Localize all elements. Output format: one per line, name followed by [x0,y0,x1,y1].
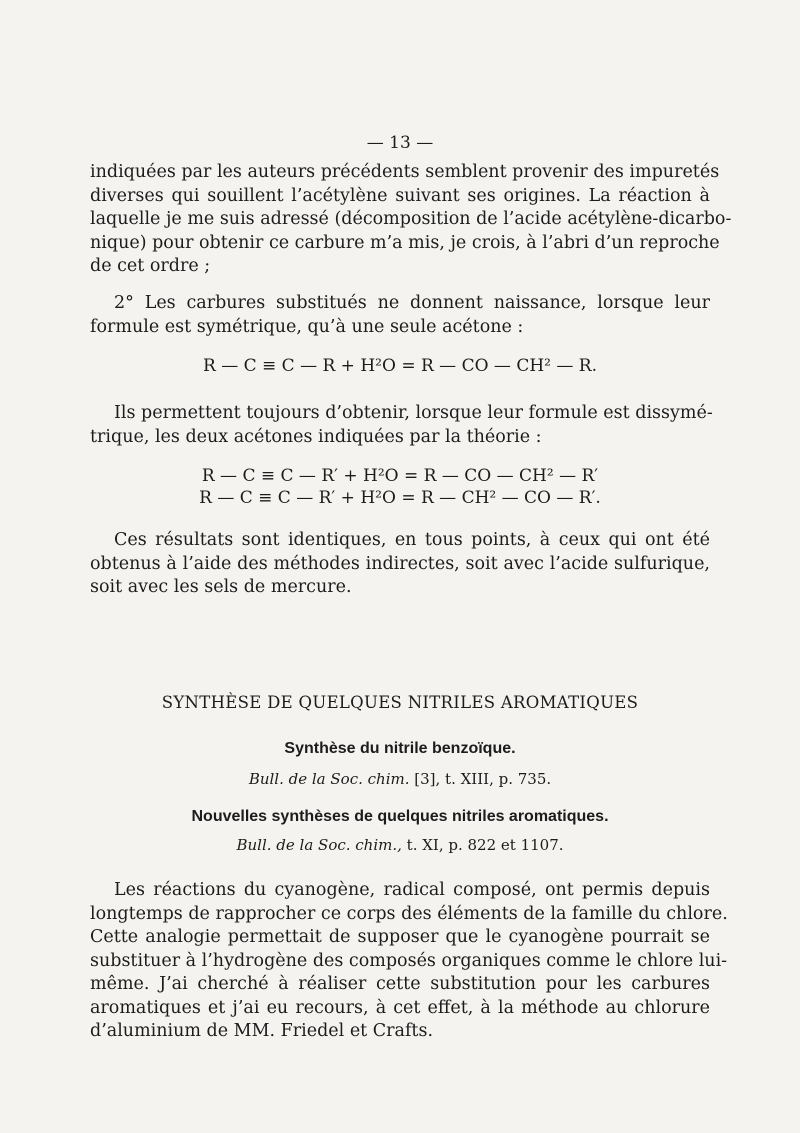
paragraph-3 [90,402,713,449]
reference-journal: Bull. de la Soc. chim. [248,770,410,788]
text-line: trique, les deux acétones indiquées par la théorie : [90,426,542,447]
page-number: — 13 — [366,133,434,153]
text-line: Les réactions du cyanogène, radical composé, ont permis depuis [114,880,710,900]
text-line: 2° Les carbures substitués ne donnent naissance, lorsque leur [114,293,710,313]
paragraph-5 [90,879,728,1044]
text-line: Ils permettent toujours d’obtenir, lorsque leur formule est dissymé- [114,403,713,423]
subheading-benzoic-nitrile: Synthèse du nitrile benzoïque. [284,740,516,757]
text-line: laquelle je me suis adressé (décomposition de l’acide acétylène-dicarbo- [90,209,732,229]
text-line: aromatiques et j’ai eu recours, à cet effet, à la méthode au chlorure [90,997,710,1018]
text-line: d’aluminium de MM. Friedel et Crafts. [90,1021,434,1041]
formula-dissymmetric-1: R — C ≡ C — R′ + H²O = R — CO — CH² — R′ [201,466,599,486]
paragraph-4 [90,529,710,600]
text-line: même. J’ai cherché à réaliser cette substitution pour les carbures [90,974,710,994]
paragraph-2 [90,292,710,339]
section-title: SYNTHÈSE DE QUELQUES NITRILES AROMATIQUES [161,693,639,712]
formula-dissymmetric-2: R — C ≡ C — R′ + H²O = R — CH² — CO — R′. [199,488,601,508]
text-line: Ces résultats sont identiques, en tous points, à ceux qui ont été [114,530,710,550]
reference-details: [3], t. XIII, p. 735. [409,770,552,788]
text-line: soit avec les sels de mercure. [90,577,352,597]
text-line: nique) pour obtenir ce carbure m’a mis, je crois, à l’abri d’un reproche [90,232,720,253]
reference-details: t. XI, p. 822 et 1107. [401,836,564,854]
text-line: de cet ordre ; [90,256,211,276]
text-line: longtemps de rapprocher ce corps des éléments de la famille du chlore. [90,903,728,924]
reference-1 [0,770,800,788]
reference-2 [0,836,800,854]
text-line: formule est symétrique, qu’à une seule acétone : [90,316,524,337]
text-line: diverses qui souillent l’acétylène suivant ses origines. La réaction à [90,185,710,206]
subheading-new-syntheses: Nouvelles synthèses de quelques nitriles aromatiques. [191,808,609,825]
paragraph-1 [90,161,732,279]
formula-symmetric: R — C ≡ C — R + H²O = R — CO — CH² — R. [203,356,597,376]
text-line: Cette analogie permettait de supposer que le cyanogène pourrait se [90,927,710,947]
reference-journal: Bull. de la Soc. chim., [236,836,402,854]
text-line: indiquées par les auteurs précédents semblent provenir des impuretés [90,162,720,182]
text-line: obtenus à l’aide des méthodes indirectes, soit avec l’acide sulfurique, [90,553,710,574]
text-line: substituer à l’hydrogène des composés organiques comme le chlore lui- [90,950,728,971]
